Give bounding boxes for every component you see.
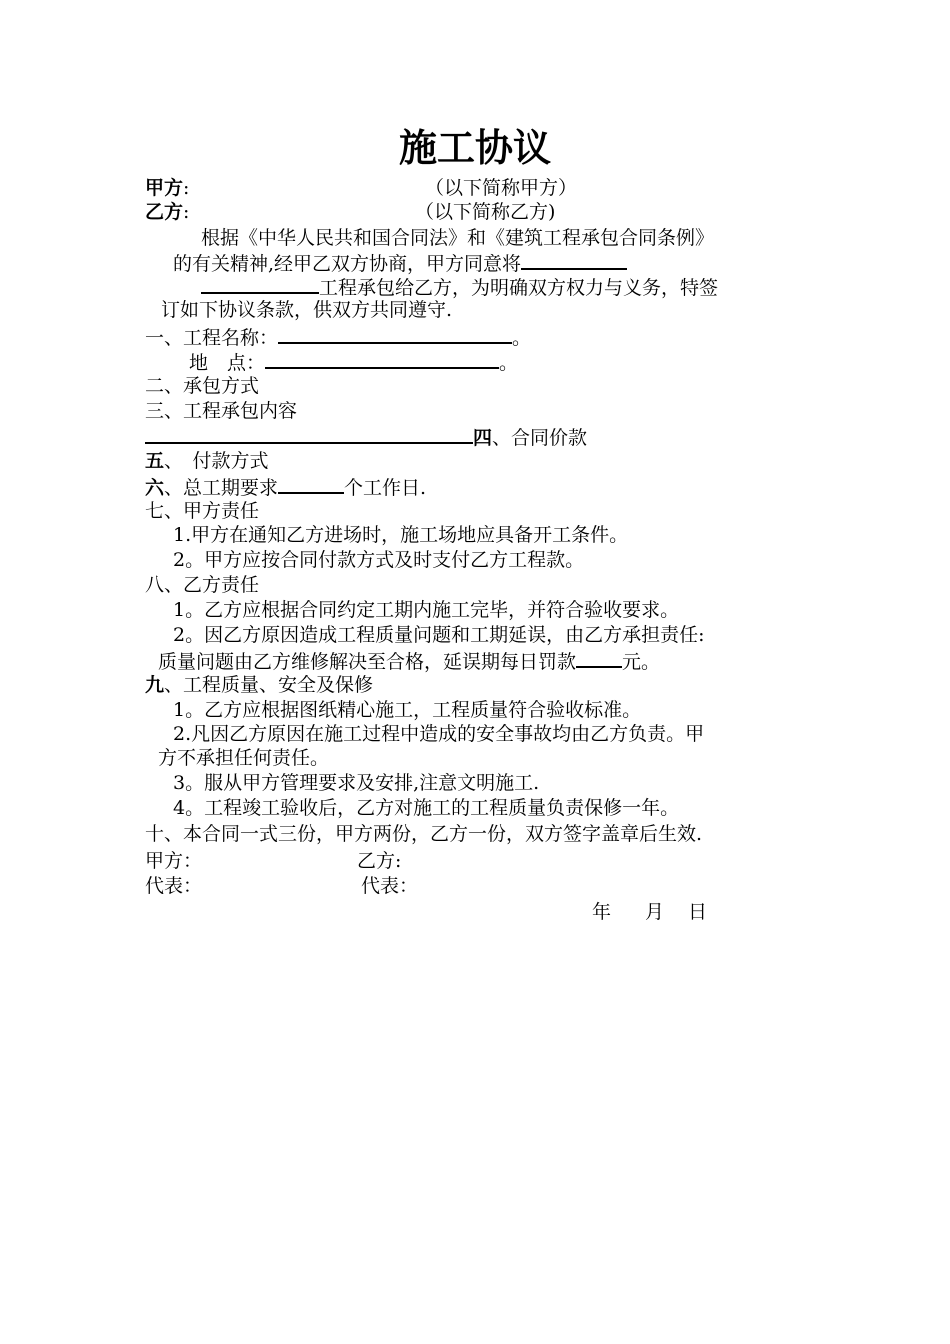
- date-month: 月: [645, 901, 665, 923]
- section-1-project-name: [145, 324, 531, 350]
- intro-line-1: 根据《中华人民共和国合同法》和《建筑工程承包合同条例》: [201, 227, 715, 249]
- section-1-end: 。: [512, 327, 532, 349]
- duration-blank: [278, 474, 344, 494]
- party-a-colon: :: [183, 177, 190, 199]
- intro-line-3-text: 工程承包给乙方，为明确双方权力与义务，特签: [319, 277, 719, 299]
- section-6-num: 六: [145, 477, 165, 499]
- section-9-item-2-cont: 方不承担任何责任。: [158, 747, 330, 769]
- penalty-blank: [576, 648, 622, 668]
- document-title: 施工协议: [398, 126, 551, 170]
- intro-line-4: 订如下协议条款，供双方共同遵守.: [161, 299, 453, 321]
- location-end: 。: [499, 352, 519, 374]
- section-9-num: 九: [145, 674, 165, 696]
- section-4-heading: [145, 424, 587, 450]
- intro-line-2: [173, 250, 627, 276]
- scope-blank: [145, 424, 473, 444]
- project-blank-2: [201, 274, 319, 294]
- section-4-text: 、合同价款: [492, 427, 588, 449]
- sign-party-b-rep: 代表：: [361, 875, 419, 897]
- project-name-blank: [278, 324, 512, 344]
- section-8-item-1: 1。乙方应根据合同约定工期内施工完毕，并符合验收要求。: [173, 599, 680, 621]
- party-b-label: 乙方: [145, 201, 184, 223]
- section-8-item-2: 2。因乙方原因造成工程质量问题和工期延误，由乙方承担责任:: [173, 624, 705, 646]
- location-blank: [265, 349, 499, 369]
- section-6-duration: [145, 474, 426, 500]
- location-label: 地 点：: [189, 352, 266, 374]
- section-9-item-2: 2.凡因乙方原因在施工过程中造成的安全事故均由乙方负责。甲: [173, 723, 705, 745]
- party-b-abbr: （以下简称乙方): [415, 201, 556, 223]
- section-3-heading: 三、工程承包内容: [145, 400, 298, 422]
- party-a-label: 甲方: [145, 177, 184, 199]
- intro-line-3: [201, 274, 718, 300]
- section-6-pre: 、总工期要求: [164, 477, 279, 499]
- date-year: 年: [592, 901, 612, 923]
- section-4-num: 四: [473, 427, 493, 449]
- section-5-num: 五: [145, 450, 165, 472]
- party-b-line: [145, 200, 189, 224]
- section-7-heading: 七、甲方责任: [145, 500, 260, 522]
- section-9-heading: [145, 673, 373, 697]
- section-9-item-1: 1。乙方应根据图纸精心施工，工程质量符合验收标准。: [173, 699, 642, 721]
- party-a-abbr: （以下简称甲方）: [425, 177, 578, 199]
- penalty-unit: 元。: [622, 651, 661, 673]
- section-5-heading: [145, 449, 269, 473]
- section-1-label: 一、工程名称：: [145, 327, 279, 349]
- section-7-item-1: 1.甲方在通知乙方进场时，施工场地应具备开工条件。: [173, 524, 629, 546]
- party-b-colon: :: [183, 201, 190, 223]
- sign-party-a: 甲方：: [145, 850, 203, 872]
- project-blank-1: [521, 250, 627, 270]
- section-2-heading: 二、承包方式: [145, 375, 260, 397]
- party-a-line: [145, 176, 189, 200]
- intro-line-2-text: 的有关精神,经甲乙双方协商，甲方同意将: [173, 253, 522, 275]
- section-8-heading: 八、乙方责任: [145, 574, 260, 596]
- penalty-text: 质量问题由乙方维修解决至合格，延误期每日罚款: [158, 651, 577, 673]
- section-5-text: 、 付款方式: [164, 450, 269, 472]
- sign-party-b: 乙方:: [357, 850, 402, 872]
- date-day: 日: [688, 901, 708, 923]
- section-10-text: 十、本合同一式三份，甲方两份，乙方一份，双方签字盖章后生效.: [145, 823, 703, 845]
- section-8-item-2-cont: [158, 648, 660, 674]
- section-6-post: 个工作日.: [344, 477, 427, 499]
- sign-party-a-rep: 代表：: [145, 875, 203, 897]
- section-7-item-2: 2。甲方应按合同付款方式及时支付乙方工程款。: [173, 549, 585, 571]
- section-9-item-4: 4。工程竣工验收后，乙方对施工的工程质量负责保修一年。: [173, 797, 680, 819]
- section-9-text: 、工程质量、安全及保修: [164, 674, 374, 696]
- section-1-location: [189, 349, 518, 375]
- section-9-item-3: 3。服从甲方管理要求及安排,注意文明施工.: [173, 772, 540, 794]
